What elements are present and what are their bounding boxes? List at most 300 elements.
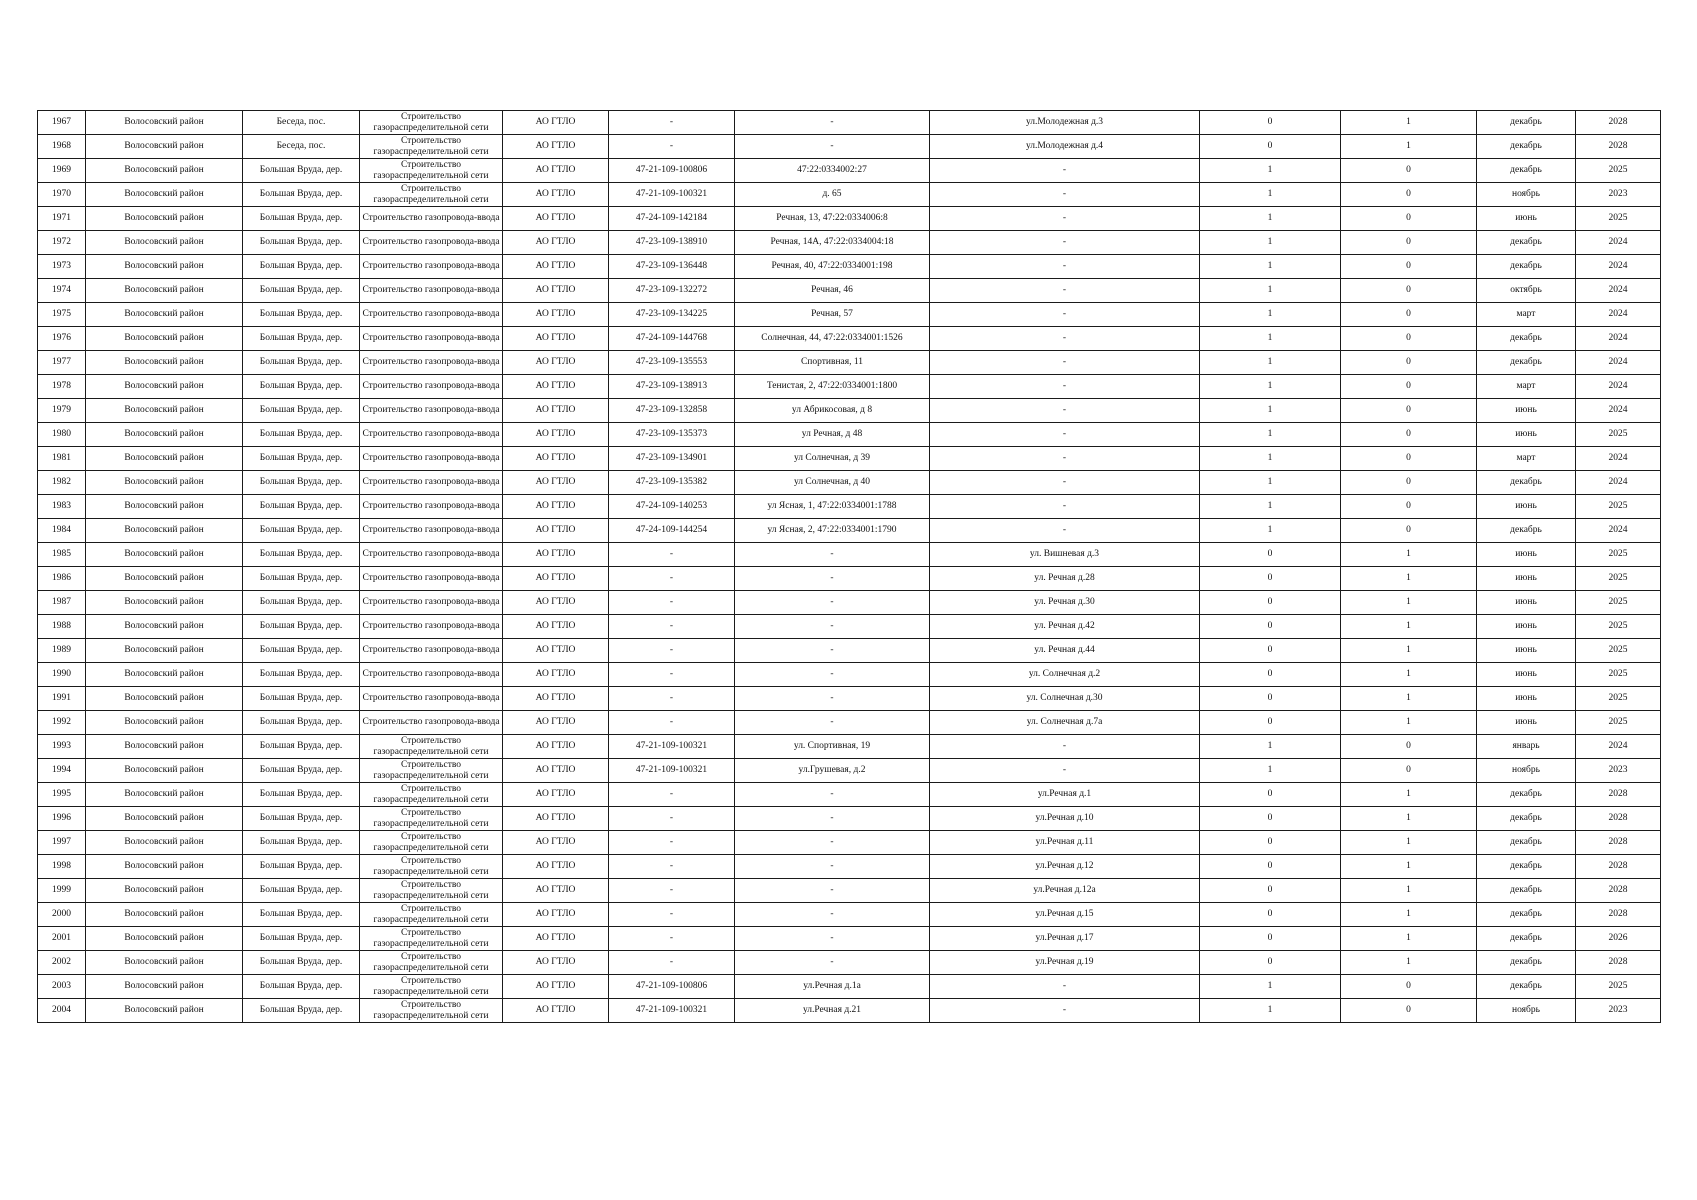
cell-month: июнь — [1477, 543, 1576, 567]
cell-work-type: Строительство газораспределительной сети — [360, 783, 503, 807]
cell-cadastral-address: - — [735, 903, 930, 927]
cell-work-type: Строительство газопровода-ввода — [360, 399, 503, 423]
table-row — [38, 975, 1661, 999]
cell-count-a: 1 — [1200, 495, 1341, 519]
cell-count-b: 1 — [1341, 687, 1477, 711]
cell-district: Волосовский район — [86, 327, 243, 351]
cell-year: 2025 — [1576, 159, 1661, 183]
cell-application-number: - — [609, 111, 735, 135]
cell-settlement: Большая Вруда, дер. — [243, 327, 360, 351]
cell-row-number: 1999 — [38, 879, 86, 903]
cell-month: июнь — [1477, 495, 1576, 519]
cell-application-number: - — [609, 855, 735, 879]
cell-count-a: 1 — [1200, 327, 1341, 351]
table-row — [38, 879, 1661, 903]
cell-year: 2028 — [1576, 855, 1661, 879]
cell-year: 2028 — [1576, 903, 1661, 927]
cell-year: 2028 — [1576, 807, 1661, 831]
cell-row-number: 1982 — [38, 471, 86, 495]
cell-object-address: - — [930, 495, 1200, 519]
cell-row-number: 1970 — [38, 183, 86, 207]
cell-object-address: ул.Речная д.15 — [930, 903, 1200, 927]
cell-work-type: Строительство газопровода-ввода — [360, 495, 503, 519]
cell-count-b: 1 — [1341, 831, 1477, 855]
cell-cadastral-address: - — [735, 615, 930, 639]
cell-settlement: Большая Вруда, дер. — [243, 759, 360, 783]
table-row — [38, 759, 1661, 783]
cell-application-number: 47-23-109-135553 — [609, 351, 735, 375]
cell-month: июнь — [1477, 687, 1576, 711]
cell-count-b: 1 — [1341, 807, 1477, 831]
cell-application-number: - — [609, 687, 735, 711]
cell-settlement: Большая Вруда, дер. — [243, 687, 360, 711]
cell-year: 2025 — [1576, 495, 1661, 519]
cell-settlement: Большая Вруда, дер. — [243, 471, 360, 495]
cell-cadastral-address: Речная, 57 — [735, 303, 930, 327]
cell-row-number: 1979 — [38, 399, 86, 423]
cell-cadastral-address: - — [735, 831, 930, 855]
cell-object-address: ул. Солнечная д.2 — [930, 663, 1200, 687]
cell-count-b: 1 — [1341, 639, 1477, 663]
cell-month: декабрь — [1477, 351, 1576, 375]
cell-count-a: 0 — [1200, 615, 1341, 639]
cell-district: Волосовский район — [86, 279, 243, 303]
cell-count-b: 0 — [1341, 327, 1477, 351]
cell-count-a: 1 — [1200, 399, 1341, 423]
cell-organization: АО ГТЛО — [503, 543, 609, 567]
cell-object-address: ул. Речная д.30 — [930, 591, 1200, 615]
cell-month: декабрь — [1477, 903, 1576, 927]
cell-settlement: Большая Вруда, дер. — [243, 999, 360, 1023]
cell-count-a: 1 — [1200, 471, 1341, 495]
cell-month: октябрь — [1477, 279, 1576, 303]
cell-organization: АО ГТЛО — [503, 615, 609, 639]
cell-work-type: Строительство газопровода-ввода — [360, 231, 503, 255]
cell-count-b: 1 — [1341, 111, 1477, 135]
table-row — [38, 711, 1661, 735]
cell-district: Волосовский район — [86, 303, 243, 327]
cell-year: 2024 — [1576, 399, 1661, 423]
cell-district: Волосовский район — [86, 519, 243, 543]
cell-settlement: Большая Вруда, дер. — [243, 927, 360, 951]
cell-settlement: Большая Вруда, дер. — [243, 663, 360, 687]
cell-object-address: - — [930, 759, 1200, 783]
cell-row-number: 1980 — [38, 423, 86, 447]
cell-object-address: - — [930, 735, 1200, 759]
cell-count-b: 0 — [1341, 399, 1477, 423]
cell-year: 2025 — [1576, 207, 1661, 231]
cell-object-address: - — [930, 159, 1200, 183]
table-row — [38, 543, 1661, 567]
cell-application-number: 47-21-109-100321 — [609, 759, 735, 783]
cell-year: 2025 — [1576, 423, 1661, 447]
cell-object-address: ул.Речная д.10 — [930, 807, 1200, 831]
cell-district: Волосовский район — [86, 951, 243, 975]
cell-organization: АО ГТЛО — [503, 711, 609, 735]
cell-count-b: 0 — [1341, 159, 1477, 183]
cell-settlement: Большая Вруда, дер. — [243, 279, 360, 303]
cell-month: декабрь — [1477, 927, 1576, 951]
cell-district: Волосовский район — [86, 759, 243, 783]
cell-cadastral-address: Спортивная, 11 — [735, 351, 930, 375]
cell-month: июнь — [1477, 591, 1576, 615]
cell-organization: АО ГТЛО — [503, 639, 609, 663]
cell-work-type: Строительство газопровода-ввода — [360, 375, 503, 399]
cell-settlement: Большая Вруда, дер. — [243, 183, 360, 207]
cell-application-number: 47-23-109-132272 — [609, 279, 735, 303]
cell-year: 2023 — [1576, 183, 1661, 207]
cell-row-number: 1992 — [38, 711, 86, 735]
cell-work-type: Строительство газопровода-ввода — [360, 207, 503, 231]
cell-district: Волосовский район — [86, 351, 243, 375]
cell-district: Волосовский район — [86, 255, 243, 279]
cell-year: 2024 — [1576, 327, 1661, 351]
cell-application-number: - — [609, 567, 735, 591]
cell-month: ноябрь — [1477, 759, 1576, 783]
cell-application-number: 47-24-109-144768 — [609, 327, 735, 351]
cell-work-type: Строительство газораспределительной сети — [360, 159, 503, 183]
cell-work-type: Строительство газопровода-ввода — [360, 591, 503, 615]
cell-count-b: 1 — [1341, 927, 1477, 951]
cell-work-type: Строительство газопровода-ввода — [360, 279, 503, 303]
cell-count-a: 1 — [1200, 375, 1341, 399]
cell-count-a: 1 — [1200, 519, 1341, 543]
table-row — [38, 783, 1661, 807]
cell-year: 2024 — [1576, 279, 1661, 303]
cell-row-number: 1974 — [38, 279, 86, 303]
cell-count-b: 0 — [1341, 231, 1477, 255]
cell-work-type: Строительство газораспределительной сети — [360, 879, 503, 903]
cell-count-b: 1 — [1341, 951, 1477, 975]
cell-cadastral-address: - — [735, 807, 930, 831]
cell-count-a: 0 — [1200, 687, 1341, 711]
document-page — [37, 110, 1660, 1023]
cell-district: Волосовский район — [86, 807, 243, 831]
cell-settlement: Большая Вруда, дер. — [243, 543, 360, 567]
cell-district: Волосовский район — [86, 783, 243, 807]
cell-cadastral-address: ул Солнечная, д 39 — [735, 447, 930, 471]
cell-settlement: Большая Вруда, дер. — [243, 975, 360, 999]
cell-object-address: - — [930, 999, 1200, 1023]
cell-district: Волосовский район — [86, 687, 243, 711]
cell-row-number: 1997 — [38, 831, 86, 855]
cell-row-number: 1989 — [38, 639, 86, 663]
cell-organization: АО ГТЛО — [503, 375, 609, 399]
cell-object-address: - — [930, 207, 1200, 231]
cell-row-number: 1983 — [38, 495, 86, 519]
cell-organization: АО ГТЛО — [503, 471, 609, 495]
cell-district: Волосовский район — [86, 903, 243, 927]
cell-application-number: 47-23-109-138910 — [609, 231, 735, 255]
table-row — [38, 135, 1661, 159]
cell-year: 2028 — [1576, 783, 1661, 807]
cell-object-address: - — [930, 183, 1200, 207]
cell-application-number: 47-23-109-134901 — [609, 447, 735, 471]
cell-application-number: - — [609, 783, 735, 807]
cell-count-b: 1 — [1341, 135, 1477, 159]
cell-month: декабрь — [1477, 807, 1576, 831]
cell-application-number: - — [609, 663, 735, 687]
cell-row-number: 1972 — [38, 231, 86, 255]
cell-count-a: 1 — [1200, 975, 1341, 999]
cell-count-b: 0 — [1341, 303, 1477, 327]
cell-row-number: 1985 — [38, 543, 86, 567]
cell-year: 2024 — [1576, 447, 1661, 471]
cell-work-type: Строительство газораспределительной сети — [360, 183, 503, 207]
table-row — [38, 399, 1661, 423]
cell-year: 2028 — [1576, 111, 1661, 135]
cell-count-a: 0 — [1200, 783, 1341, 807]
cell-organization: АО ГТЛО — [503, 399, 609, 423]
cell-settlement: Большая Вруда, дер. — [243, 711, 360, 735]
cell-row-number: 1990 — [38, 663, 86, 687]
cell-application-number: 47-23-109-132858 — [609, 399, 735, 423]
cell-cadastral-address: - — [735, 687, 930, 711]
cell-row-number: 2004 — [38, 999, 86, 1023]
cell-row-number: 2002 — [38, 951, 86, 975]
cell-row-number: 1975 — [38, 303, 86, 327]
cell-year: 2024 — [1576, 375, 1661, 399]
cell-count-a: 1 — [1200, 183, 1341, 207]
cell-district: Волосовский район — [86, 999, 243, 1023]
table-row — [38, 375, 1661, 399]
cell-settlement: Большая Вруда, дер. — [243, 831, 360, 855]
cell-cadastral-address: - — [735, 711, 930, 735]
table-row — [38, 303, 1661, 327]
cell-application-number: 47-21-109-100321 — [609, 183, 735, 207]
cell-count-a: 0 — [1200, 879, 1341, 903]
table-row — [38, 207, 1661, 231]
cell-count-b: 0 — [1341, 975, 1477, 999]
cell-row-number: 2000 — [38, 903, 86, 927]
cell-count-a: 1 — [1200, 207, 1341, 231]
cell-cadastral-address: - — [735, 663, 930, 687]
cell-district: Волосовский район — [86, 855, 243, 879]
cell-work-type: Строительство газопровода-ввода — [360, 567, 503, 591]
cell-application-number: 47-23-109-136448 — [609, 255, 735, 279]
cell-count-b: 0 — [1341, 183, 1477, 207]
cell-application-number: - — [609, 903, 735, 927]
cell-count-b: 0 — [1341, 471, 1477, 495]
cell-work-type: Строительство газопровода-ввода — [360, 351, 503, 375]
cell-settlement: Большая Вруда, дер. — [243, 855, 360, 879]
cell-year: 2028 — [1576, 135, 1661, 159]
cell-work-type: Строительство газопровода-ввода — [360, 615, 503, 639]
cell-organization: АО ГТЛО — [503, 735, 609, 759]
cell-object-address: ул.Речная д.12 — [930, 855, 1200, 879]
cell-application-number: 47-24-109-140253 — [609, 495, 735, 519]
cell-cadastral-address: - — [735, 639, 930, 663]
cell-object-address: ул. Речная д.28 — [930, 567, 1200, 591]
cell-month: декабрь — [1477, 255, 1576, 279]
cell-count-a: 1 — [1200, 999, 1341, 1023]
cell-work-type: Строительство газопровода-ввода — [360, 327, 503, 351]
cell-work-type: Строительство газораспределительной сети — [360, 999, 503, 1023]
cell-cadastral-address: - — [735, 927, 930, 951]
cell-year: 2025 — [1576, 639, 1661, 663]
cell-work-type: Строительство газораспределительной сети — [360, 831, 503, 855]
cell-row-number: 1977 — [38, 351, 86, 375]
table-row — [38, 855, 1661, 879]
cell-settlement: Беседа, пос. — [243, 135, 360, 159]
data-table — [37, 110, 1661, 1023]
cell-year: 2025 — [1576, 687, 1661, 711]
cell-count-a: 0 — [1200, 111, 1341, 135]
cell-row-number: 1995 — [38, 783, 86, 807]
cell-cadastral-address: - — [735, 783, 930, 807]
cell-application-number: - — [609, 831, 735, 855]
cell-district: Волосовский район — [86, 495, 243, 519]
cell-application-number: 47-23-109-135373 — [609, 423, 735, 447]
cell-year: 2028 — [1576, 831, 1661, 855]
cell-count-b: 0 — [1341, 375, 1477, 399]
cell-year: 2024 — [1576, 351, 1661, 375]
cell-district: Волосовский район — [86, 831, 243, 855]
cell-settlement: Большая Вруда, дер. — [243, 375, 360, 399]
cell-month: декабрь — [1477, 135, 1576, 159]
cell-district: Волосовский район — [86, 615, 243, 639]
table-row — [38, 519, 1661, 543]
cell-row-number: 1967 — [38, 111, 86, 135]
cell-organization: АО ГТЛО — [503, 255, 609, 279]
cell-district: Волосовский район — [86, 735, 243, 759]
cell-month: январь — [1477, 735, 1576, 759]
table-row — [38, 351, 1661, 375]
cell-object-address: - — [930, 231, 1200, 255]
cell-settlement: Большая Вруда, дер. — [243, 879, 360, 903]
cell-count-b: 1 — [1341, 711, 1477, 735]
cell-count-b: 0 — [1341, 999, 1477, 1023]
cell-work-type: Строительство газораспределительной сети — [360, 735, 503, 759]
cell-count-a: 1 — [1200, 759, 1341, 783]
cell-row-number: 1988 — [38, 615, 86, 639]
cell-month: декабрь — [1477, 783, 1576, 807]
cell-district: Волосовский район — [86, 591, 243, 615]
cell-cadastral-address: Речная, 46 — [735, 279, 930, 303]
cell-district: Волосовский район — [86, 927, 243, 951]
cell-year: 2025 — [1576, 663, 1661, 687]
cell-object-address: - — [930, 279, 1200, 303]
cell-object-address: - — [930, 423, 1200, 447]
cell-object-address: ул.Молодежная д.3 — [930, 111, 1200, 135]
table-row — [38, 183, 1661, 207]
cell-district: Волосовский район — [86, 207, 243, 231]
cell-work-type: Строительство газораспределительной сети — [360, 759, 503, 783]
cell-settlement: Большая Вруда, дер. — [243, 255, 360, 279]
cell-organization: АО ГТЛО — [503, 183, 609, 207]
cell-count-a: 0 — [1200, 711, 1341, 735]
cell-application-number: - — [609, 711, 735, 735]
cell-district: Волосовский район — [86, 111, 243, 135]
cell-settlement: Большая Вруда, дер. — [243, 903, 360, 927]
cell-settlement: Большая Вруда, дер. — [243, 231, 360, 255]
cell-month: декабрь — [1477, 327, 1576, 351]
cell-year: 2028 — [1576, 879, 1661, 903]
cell-month: март — [1477, 375, 1576, 399]
cell-object-address: - — [930, 519, 1200, 543]
cell-organization: АО ГТЛО — [503, 303, 609, 327]
cell-count-a: 1 — [1200, 159, 1341, 183]
cell-application-number: 47-23-109-138913 — [609, 375, 735, 399]
cell-settlement: Большая Вруда, дер. — [243, 951, 360, 975]
cell-organization: АО ГТЛО — [503, 135, 609, 159]
cell-object-address: - — [930, 399, 1200, 423]
cell-month: декабрь — [1477, 159, 1576, 183]
cell-organization: АО ГТЛО — [503, 903, 609, 927]
table-row — [38, 735, 1661, 759]
cell-count-a: 1 — [1200, 423, 1341, 447]
cell-count-b: 0 — [1341, 255, 1477, 279]
cell-organization: АО ГТЛО — [503, 663, 609, 687]
cell-cadastral-address: - — [735, 543, 930, 567]
cell-year: 2024 — [1576, 303, 1661, 327]
cell-organization: АО ГТЛО — [503, 279, 609, 303]
cell-row-number: 1987 — [38, 591, 86, 615]
cell-cadastral-address: - — [735, 591, 930, 615]
cell-organization: АО ГТЛО — [503, 999, 609, 1023]
cell-work-type: Строительство газораспределительной сети — [360, 135, 503, 159]
cell-row-number: 1971 — [38, 207, 86, 231]
cell-object-address: ул. Солнечная д.30 — [930, 687, 1200, 711]
cell-count-a: 0 — [1200, 855, 1341, 879]
cell-month: ноябрь — [1477, 183, 1576, 207]
cell-settlement: Большая Вруда, дер. — [243, 159, 360, 183]
cell-settlement: Большая Вруда, дер. — [243, 303, 360, 327]
table-body — [38, 111, 1661, 1023]
cell-settlement: Большая Вруда, дер. — [243, 423, 360, 447]
cell-cadastral-address: ул.Речная д.21 — [735, 999, 930, 1023]
cell-application-number: 47-21-109-100806 — [609, 159, 735, 183]
table-row — [38, 999, 1661, 1023]
cell-count-a: 0 — [1200, 903, 1341, 927]
cell-row-number: 1998 — [38, 855, 86, 879]
cell-work-type: Строительство газопровода-ввода — [360, 423, 503, 447]
cell-cadastral-address: ул Ясная, 1, 47:22:0334001:1788 — [735, 495, 930, 519]
cell-count-a: 0 — [1200, 663, 1341, 687]
cell-organization: АО ГТЛО — [503, 351, 609, 375]
cell-object-address: ул.Речная д.17 — [930, 927, 1200, 951]
table-row — [38, 111, 1661, 135]
cell-count-b: 1 — [1341, 903, 1477, 927]
cell-cadastral-address: - — [735, 111, 930, 135]
cell-count-a: 0 — [1200, 543, 1341, 567]
cell-settlement: Большая Вруда, дер. — [243, 207, 360, 231]
cell-settlement: Большая Вруда, дер. — [243, 735, 360, 759]
cell-organization: АО ГТЛО — [503, 831, 609, 855]
cell-work-type: Строительство газопровода-ввода — [360, 663, 503, 687]
cell-row-number: 1996 — [38, 807, 86, 831]
cell-month: июнь — [1477, 567, 1576, 591]
cell-settlement: Большая Вруда, дер. — [243, 807, 360, 831]
cell-month: июнь — [1477, 711, 1576, 735]
cell-count-a: 0 — [1200, 831, 1341, 855]
cell-work-type: Строительство газораспределительной сети — [360, 975, 503, 999]
cell-settlement: Большая Вруда, дер. — [243, 399, 360, 423]
cell-count-b: 1 — [1341, 663, 1477, 687]
table-row — [38, 903, 1661, 927]
cell-organization: АО ГТЛО — [503, 447, 609, 471]
cell-application-number: 47-21-109-100321 — [609, 999, 735, 1023]
cell-row-number: 1969 — [38, 159, 86, 183]
cell-application-number: 47-23-109-134225 — [609, 303, 735, 327]
cell-work-type: Строительство газопровода-ввода — [360, 639, 503, 663]
cell-count-b: 1 — [1341, 567, 1477, 591]
cell-organization: АО ГТЛО — [503, 783, 609, 807]
table-row — [38, 159, 1661, 183]
cell-count-b: 0 — [1341, 759, 1477, 783]
cell-count-b: 1 — [1341, 543, 1477, 567]
cell-organization: АО ГТЛО — [503, 207, 609, 231]
